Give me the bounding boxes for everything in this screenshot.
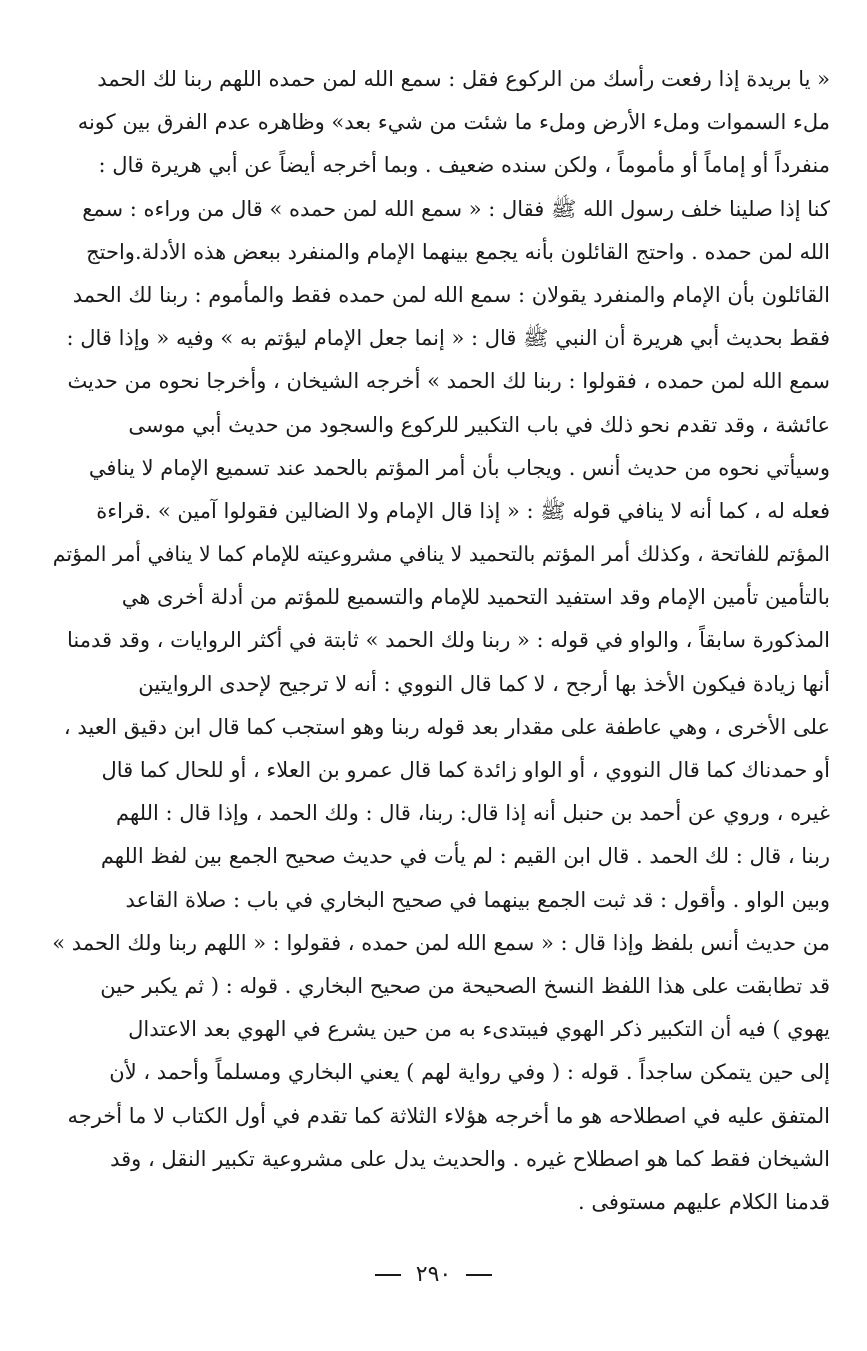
body-text — [40, 58, 830, 1224]
text-line: أو حمدناك كما قال النووي ، أو الواو زائدة كما قال عمرو بن العلاء ، أو للحال كما قال — [101, 758, 830, 782]
footer-dash-right — [375, 1274, 401, 1276]
text-line: وبين الواو . وأقول : قد ثبت الجمع بينهما في صحيح البخاري في باب : صلاة القاعد — [125, 887, 830, 912]
text-line: بالتأمين تأمين الإمام وقد استفيد التحميد للإمام والتسميع للمؤتم من أدلة أخرى هي — [121, 585, 830, 610]
text-line: على الأخرى ، وهي عاطفة على مقدار بعد قوله ربنا وهو استجب كما قال ابن دقيق العيد ، — [63, 714, 830, 739]
text-line: كنا إذا صلينا خلف رسول الله ﷺ فقال : « سمع الله لمن حمده » قال من وراءه : سمع — [82, 196, 830, 221]
text-line: ملء السموات وملء الأرض وملء ما شئت من شيء بعد» وظاهره عدم الفرق بين كونه — [77, 110, 830, 135]
text-line: منفرداً أو إماماً أو مأموماً ، ولكن سنده ضعيف . وبما أخرجه أيضاً عن أبي هريرة قال : — [98, 153, 830, 178]
text-line: ربنا ، قال : لك الحمد . قال ابن القيم : لم يأت في حديث صحيح الجمع بين لفظ اللهم — [100, 844, 830, 869]
text-line: غيره ، وروي عن أحمد بن حنبل أنه إذا قال: ربنا، قال : ولك الحمد ، وإذا قال : اللهم — [116, 801, 830, 826]
text-line: الله لمن حمده . واحتج القائلون بأنه يجمع بينهما الإمام والمنفرد ببعض هذه الأدلة.واحتج — [86, 239, 830, 264]
text-line: الشيخان فقط كما هو اصطلاح غيره . والحديث يدل على مشروعية تكبير النقل ، وقد — [110, 1146, 830, 1171]
text-line: المتفق عليه في اصطلاحه هو ما أخرجه هؤلاء الثلاثة كما تقدم في أول الكتاب لا ما أخرجه — [67, 1103, 830, 1128]
text-line: يهوي ) فيه أن التكبير ذكر الهوي فيبتدىء به من حين يشرع في الهوي بعد الاعتدال — [128, 1017, 830, 1042]
text-line: وسيأتي نحوه من حديث أنس . ويجاب بأن أمر المؤتم بالحمد عند تسميع الإمام لا ينافي — [88, 455, 830, 480]
text-line: أنها زيادة فيكون الأخذ بها أرجح ، لا كما قال النووي : أنه لا ترجيح لإحدى الروايتين — [138, 671, 830, 696]
text-line: فقط بحديث أبي هريرة أن النبي ﷺ قال : « إنما جعل الإمام ليؤتم به » وفيه « وإذا قال : — [66, 326, 830, 351]
page-footer — [0, 1262, 867, 1287]
text-line: « يا بريدة إذا رفعت رأسك من الركوع فقل : سمع الله لمن حمده اللهم ربنا لك الحمد — [97, 67, 830, 91]
text-line: عائشة ، وقد تقدم نحو ذلك في باب التكبير للركوع والسجود من حديث أبي موسى — [128, 412, 830, 437]
text-line: من حديث أنس بلفظ وإذا قال : « سمع الله لمن حمده ، فقولوا : « اللهم ربنا ولك الحمد » — [52, 930, 830, 955]
text-line: قدمنا الكلام عليهم مستوفى . — [578, 1189, 830, 1214]
text-line: فعله له ، كما أنه لا ينافي قوله ﷺ : « إذا قال الإمام ولا الضالين فقولوا آمين » .قراءة — [96, 498, 830, 523]
text-line: المذكورة سابقاً ، والواو في قوله : « ربنا ولك الحمد » ثابتة في أكثر الروايات ، وقد قدمنا — [67, 628, 830, 653]
text-line: إلى حين يتمكن ساجداً . قوله : ( وفي رواية لهم ) يعني البخاري ومسلماً وأحمد ، لأن — [109, 1060, 830, 1085]
text-line: القائلون بأن الإمام والمنفرد يقولان : سمع الله لمن حمده فقط والمأموم : ربنا لك الحمد — [72, 282, 830, 307]
footer-dash-left — [466, 1274, 492, 1276]
text-line: سمع الله لمن حمده ، فقولوا : ربنا لك الحمد » أخرجه الشيخان ، وأخرجا نحوه من حديث — [67, 369, 830, 394]
page-number: ٢٩٠ — [415, 1262, 452, 1287]
text-line: قد تطابقت على هذا اللفظ النسخ الصحيحة من صحيح البخاري . قوله : ( ثم يكبر حين — [100, 973, 830, 998]
text-line: المؤتم للفاتحة ، وكذلك أمر المؤتم بالتحميد لا ينافي مشروعيته للإمام كما لا ينافي أمر المؤتم — [52, 542, 830, 567]
